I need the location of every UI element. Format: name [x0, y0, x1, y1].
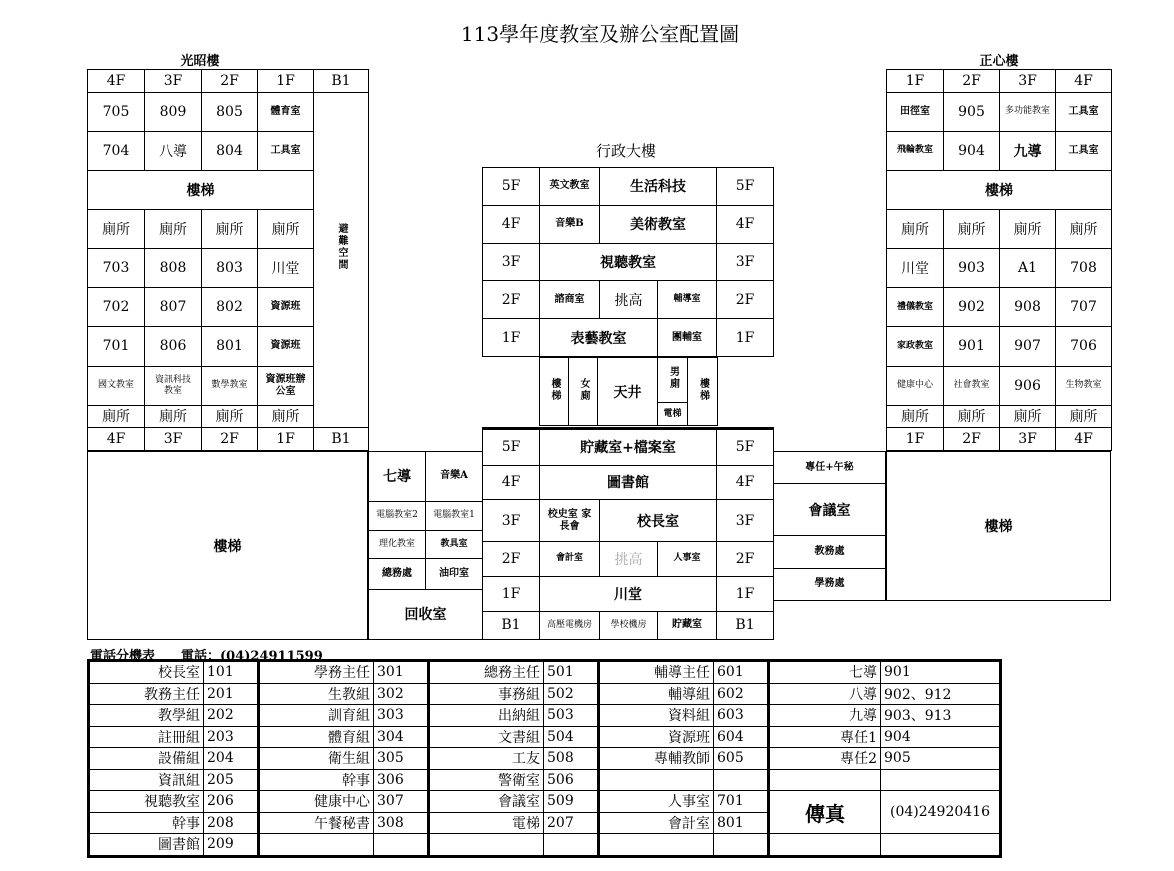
floor-label: 3F [483, 500, 540, 542]
room: 803 [202, 249, 258, 288]
phone-dept [429, 834, 544, 857]
floor-label: 4F [483, 465, 540, 500]
phone-ext: 901 [881, 661, 1001, 684]
phone-dept: 資源班 [599, 726, 714, 748]
room: 飛輪教室 [887, 131, 944, 170]
phone-ext: 303 [374, 705, 429, 727]
room: 工具室 [1056, 92, 1112, 131]
floor-label: 1F [717, 576, 774, 611]
room: 806 [145, 327, 202, 366]
room: 資訊科技教室 [145, 366, 202, 405]
admin-lower-floorplan [482, 427, 774, 640]
room: 707 [1056, 288, 1112, 327]
room: 油印室 [426, 559, 483, 590]
room: 校史室 家長會 [540, 500, 600, 542]
restroom: 廁所 [887, 210, 944, 249]
floor-label: 3F [717, 500, 774, 542]
floor-label: 4F [717, 465, 774, 500]
floor-label: 2F [483, 281, 540, 319]
room: 健康中心 [887, 366, 944, 405]
phone-ext [374, 834, 429, 857]
phone-row [89, 683, 1001, 705]
floor-label: 2F [717, 281, 774, 319]
phone-ext: 904 [881, 726, 1001, 748]
phone-cell [881, 834, 1001, 857]
fax-label: 傳真 [769, 791, 881, 834]
floor-label: 5F [717, 168, 774, 206]
phone-ext: 203 [204, 726, 259, 748]
phone-dept: 七導 [769, 661, 881, 684]
room: 七導 [369, 452, 426, 502]
room: 多功能教室 [1000, 92, 1056, 131]
stairs: 樓梯 [88, 452, 368, 640]
room: 電腦教室1 [426, 501, 483, 530]
restroom: 廁所 [202, 405, 258, 428]
phone-dept: 電梯 [429, 812, 544, 834]
floor-label: 1F [717, 319, 774, 357]
page-title: 113學年度教室及辦公室配置圖 [460, 22, 740, 46]
phone-ext: 304 [374, 726, 429, 748]
floor-label: 3F [1000, 70, 1056, 93]
phone-row [89, 769, 1001, 791]
phone-ext: 605 [714, 748, 769, 770]
phone-dept: 教學組 [89, 705, 204, 727]
phone-ext: 205 [204, 769, 259, 791]
phone-dept: 幹事 [259, 769, 374, 791]
room: 教務處 [774, 536, 886, 568]
room: 圖書館 [540, 465, 717, 500]
room: 川堂 [540, 576, 717, 611]
floor-label: 2F [483, 541, 540, 576]
floor-label: 1F [258, 428, 314, 451]
room: 學務處 [774, 568, 886, 600]
floor-label: B1 [717, 611, 774, 639]
room: 專任+午秘 [774, 452, 886, 484]
phone-dept: 專任1 [769, 726, 881, 748]
room: 706 [1056, 327, 1112, 366]
phone-dept: 出納組 [429, 705, 544, 727]
room: 電腦教室2 [369, 501, 426, 530]
phone-ext: 506 [544, 769, 599, 791]
floor-label: 4F [1056, 428, 1112, 451]
floor-label: 1F [887, 70, 944, 93]
restroom: 廁所 [1056, 210, 1112, 249]
floor-label: 2F [202, 70, 258, 93]
floor-label: 3F [717, 243, 774, 281]
zhengxin-stairs-block [886, 451, 1111, 601]
phone-row [89, 726, 1001, 748]
guangzhao-stairs-block [87, 451, 368, 640]
restroom: 廁所 [202, 210, 258, 249]
phone-dept: 專輔教師 [599, 748, 714, 770]
room: 輔導室 [658, 281, 717, 319]
room: 資源班 [258, 288, 314, 327]
stairs: 樓梯 [688, 358, 718, 426]
phone-ext: 601 [714, 661, 769, 684]
room: 801 [202, 327, 258, 366]
floor-label: 2F [944, 428, 1000, 451]
room: 905 [944, 92, 1000, 131]
room: 資源班辦公室 [258, 366, 314, 405]
floor-label: 1F [483, 576, 540, 611]
room: 美術教室 [600, 205, 717, 243]
phone-dept: 訓育組 [259, 705, 374, 727]
room: A1 [1000, 249, 1056, 288]
floor-label: 2F [717, 541, 774, 576]
room: 生物教室 [1056, 366, 1112, 405]
phone-ext: 602 [714, 683, 769, 705]
floor-label: 3F [483, 243, 540, 281]
restroom: 廁所 [1000, 210, 1056, 249]
stairs: 樓梯 [540, 358, 569, 426]
room: 八導 [145, 131, 202, 170]
room: 理化教室 [369, 530, 426, 559]
phone-dept: 九導 [769, 705, 881, 727]
floor-label: 3F [145, 428, 202, 451]
room: 田徑室 [887, 92, 944, 131]
phone-dept: 午餐秘書 [259, 812, 374, 834]
restroom: 廁所 [88, 405, 145, 428]
phone-ext: 603 [714, 705, 769, 727]
phone-ext [714, 834, 769, 857]
phone-cell [769, 834, 881, 857]
room: 704 [88, 131, 145, 170]
phone-dept: 文書組 [429, 726, 544, 748]
floor-label: 4F [88, 70, 145, 93]
phone-ext: 204 [204, 748, 259, 770]
phone-ext: 207 [544, 812, 599, 834]
phone-dept: 視聽教室 [89, 791, 204, 813]
room: 901 [944, 327, 1000, 366]
phone-row [89, 661, 1001, 684]
phone-ext [714, 769, 769, 791]
room: 資源班 [258, 327, 314, 366]
restroom: 廁所 [258, 405, 314, 428]
building-label-guangzhao: 光昭樓 [180, 54, 220, 69]
phone-dept: 教務主任 [89, 683, 204, 705]
room: 907 [1000, 327, 1056, 366]
phone-ext: 101 [204, 661, 259, 684]
floor-label: B1 [483, 611, 540, 639]
phone-dept: 圖書館 [89, 834, 204, 857]
room: 團輔室 [658, 319, 717, 357]
phone-ext: 504 [544, 726, 599, 748]
restroom-female: 女廁 [569, 358, 598, 426]
room: 高壓電機房 [540, 611, 600, 639]
room: 音樂B [540, 205, 600, 243]
phone-ext [544, 834, 599, 857]
room: 807 [145, 288, 202, 327]
room: 諮商室 [540, 281, 600, 319]
floor-label: 1F [258, 70, 314, 93]
room: 社會教室 [944, 366, 1000, 405]
restroom: 廁所 [145, 210, 202, 249]
room: 川堂 [887, 249, 944, 288]
room: 數學教室 [202, 366, 258, 405]
stairs: 樓梯 [887, 170, 1112, 209]
room: 教具室 [426, 530, 483, 559]
phone-ext: 308 [374, 812, 429, 834]
floor-label: 3F [145, 70, 202, 93]
phone-dept: 註冊組 [89, 726, 204, 748]
phone-dept: 設備組 [89, 748, 204, 770]
phone-ext: 209 [204, 834, 259, 857]
stairs: 樓梯 [887, 452, 1111, 601]
floor-label: 1F [483, 319, 540, 357]
room: 708 [1056, 249, 1112, 288]
restroom: 廁所 [887, 405, 944, 428]
elevator: 電梯 [658, 403, 688, 426]
room: 705 [88, 92, 145, 131]
phone-dept: 人事室 [599, 791, 714, 813]
room: 總務處 [369, 559, 426, 590]
phone-dept: 會議室 [429, 791, 544, 813]
phone-ext: 902、912 [881, 683, 1001, 705]
room: 表藝教室 [540, 319, 658, 357]
room: 703 [88, 249, 145, 288]
room: 視聽教室 [540, 243, 717, 281]
phone-dept [769, 769, 881, 791]
room: 校長室 [600, 500, 717, 542]
guangzhao-floorplan [87, 69, 369, 451]
room: 802 [202, 288, 258, 327]
courtyard: 天井 [598, 358, 658, 426]
floor-label: 2F [202, 428, 258, 451]
room: 會計室 [540, 541, 600, 576]
room: 英文教室 [540, 168, 600, 206]
phone-ext: 305 [374, 748, 429, 770]
phone-dept: 校長室 [89, 661, 204, 684]
phone-ext: 509 [544, 791, 599, 813]
phone-dept: 學務主任 [259, 661, 374, 684]
room: 回收室 [369, 589, 483, 639]
restroom: 廁所 [1000, 405, 1056, 428]
room: 禮儀教室 [887, 288, 944, 327]
phone-dept: 工友 [429, 748, 544, 770]
phone-dept: 警衛室 [429, 769, 544, 791]
floor-label: 4F [717, 205, 774, 243]
admin-east-wing [773, 451, 886, 601]
room: 川堂 [258, 249, 314, 288]
phone-dept: 輔導組 [599, 683, 714, 705]
phone-ext: 801 [714, 812, 769, 834]
phone-ext: 301 [374, 661, 429, 684]
room: 音樂A [426, 452, 483, 502]
phone-dept: 事務組 [429, 683, 544, 705]
phone-dept: 衛生組 [259, 748, 374, 770]
phone-extension-table [87, 659, 1002, 858]
building-label-admin: 行政大樓 [596, 142, 657, 160]
restroom: 廁所 [1056, 405, 1112, 428]
restroom: 廁所 [258, 210, 314, 249]
restroom: 廁所 [944, 405, 1000, 428]
phone-row [89, 791, 1001, 813]
floor-label: 4F [1056, 70, 1112, 93]
phone-dept: 幹事 [89, 812, 204, 834]
phone-ext: 208 [204, 812, 259, 834]
room: 903 [944, 249, 1000, 288]
floor-label: B1 [314, 70, 369, 93]
phone-row [89, 748, 1001, 770]
phone-dept: 八導 [769, 683, 881, 705]
room: 體育室 [258, 92, 314, 131]
phone-dept: 資訊組 [89, 769, 204, 791]
room: 904 [944, 131, 1000, 170]
floor-label: 5F [717, 429, 774, 466]
room: 工具室 [258, 131, 314, 170]
admin-west-wing [368, 451, 483, 640]
phone-dept: 生教組 [259, 683, 374, 705]
restroom: 廁所 [944, 210, 1000, 249]
room: 生活科技 [600, 168, 717, 206]
phone-dept [599, 834, 714, 857]
room: 808 [145, 249, 202, 288]
room: 國文教室 [88, 366, 145, 405]
fax-number: (04)24920416 [881, 791, 1001, 834]
phone-ext: 604 [714, 726, 769, 748]
phone-ext [881, 769, 1001, 791]
room: 902 [944, 288, 1000, 327]
room: 工具室 [1056, 131, 1112, 170]
phone-dept: 會計室 [599, 812, 714, 834]
phone-dept [599, 769, 714, 791]
phone-dept: 專任2 [769, 748, 881, 770]
floor-label: 5F [483, 168, 540, 206]
floor-label: B1 [314, 428, 369, 451]
refuge-space: 避難空間 [314, 92, 369, 405]
phone-row [89, 705, 1001, 727]
phone-dept: 資料組 [599, 705, 714, 727]
phone-ext: 905 [881, 748, 1001, 770]
phone-ext: 206 [204, 791, 259, 813]
phone-heading: 電話分機表 電話：(04)24911599 [90, 649, 323, 664]
phone-row [89, 834, 1001, 857]
phone-ext: 202 [204, 705, 259, 727]
phone-ext: 307 [374, 791, 429, 813]
room: 908 [1000, 288, 1056, 327]
room: 貯藏室+檔案室 [540, 429, 717, 466]
floor-label: 2F [944, 70, 1000, 93]
phone-dept: 輔導主任 [599, 661, 714, 684]
room: 702 [88, 288, 145, 327]
room: 701 [88, 327, 145, 366]
phone-ext: 503 [544, 705, 599, 727]
room: 804 [202, 131, 258, 170]
room: 人事室 [658, 541, 717, 576]
phone-ext: 306 [374, 769, 429, 791]
stairs: 樓梯 [88, 170, 314, 209]
room: 805 [202, 92, 258, 131]
room: 九導 [1000, 131, 1056, 170]
room: 貯藏室 [658, 611, 717, 639]
zhengxin-floorplan [886, 69, 1112, 451]
room: 挑高 [600, 281, 658, 319]
room: 809 [145, 92, 202, 131]
phone-dept: 健康中心 [259, 791, 374, 813]
building-label-zhengxin: 正心樓 [979, 54, 1019, 69]
floor-label: 4F [88, 428, 145, 451]
room: 學校機房 [600, 611, 658, 639]
floor-label: 4F [483, 205, 540, 243]
floor-label: 1F [887, 428, 944, 451]
room: 906 [1000, 366, 1056, 405]
floor-label: 3F [1000, 428, 1056, 451]
room: 會議室 [774, 484, 886, 536]
phone-dept [259, 834, 374, 857]
room: 挑高 [600, 541, 658, 576]
phone-ext: 502 [544, 683, 599, 705]
phone-ext: 508 [544, 748, 599, 770]
restroom: 廁所 [88, 210, 145, 249]
phone-ext: 701 [714, 791, 769, 813]
phone-ext: 903、913 [881, 705, 1001, 727]
room: 家政教室 [887, 327, 944, 366]
phone-ext: 501 [544, 661, 599, 684]
admin-core [539, 357, 718, 426]
phone-dept: 總務主任 [429, 661, 544, 684]
phone-ext: 201 [204, 683, 259, 705]
restroom-male: 男廁 [658, 358, 688, 403]
restroom: 廁所 [145, 405, 202, 428]
phone-ext: 302 [374, 683, 429, 705]
admin-upper-floorplan [482, 167, 774, 357]
phone-dept: 體育組 [259, 726, 374, 748]
floor-label: 5F [483, 429, 540, 466]
